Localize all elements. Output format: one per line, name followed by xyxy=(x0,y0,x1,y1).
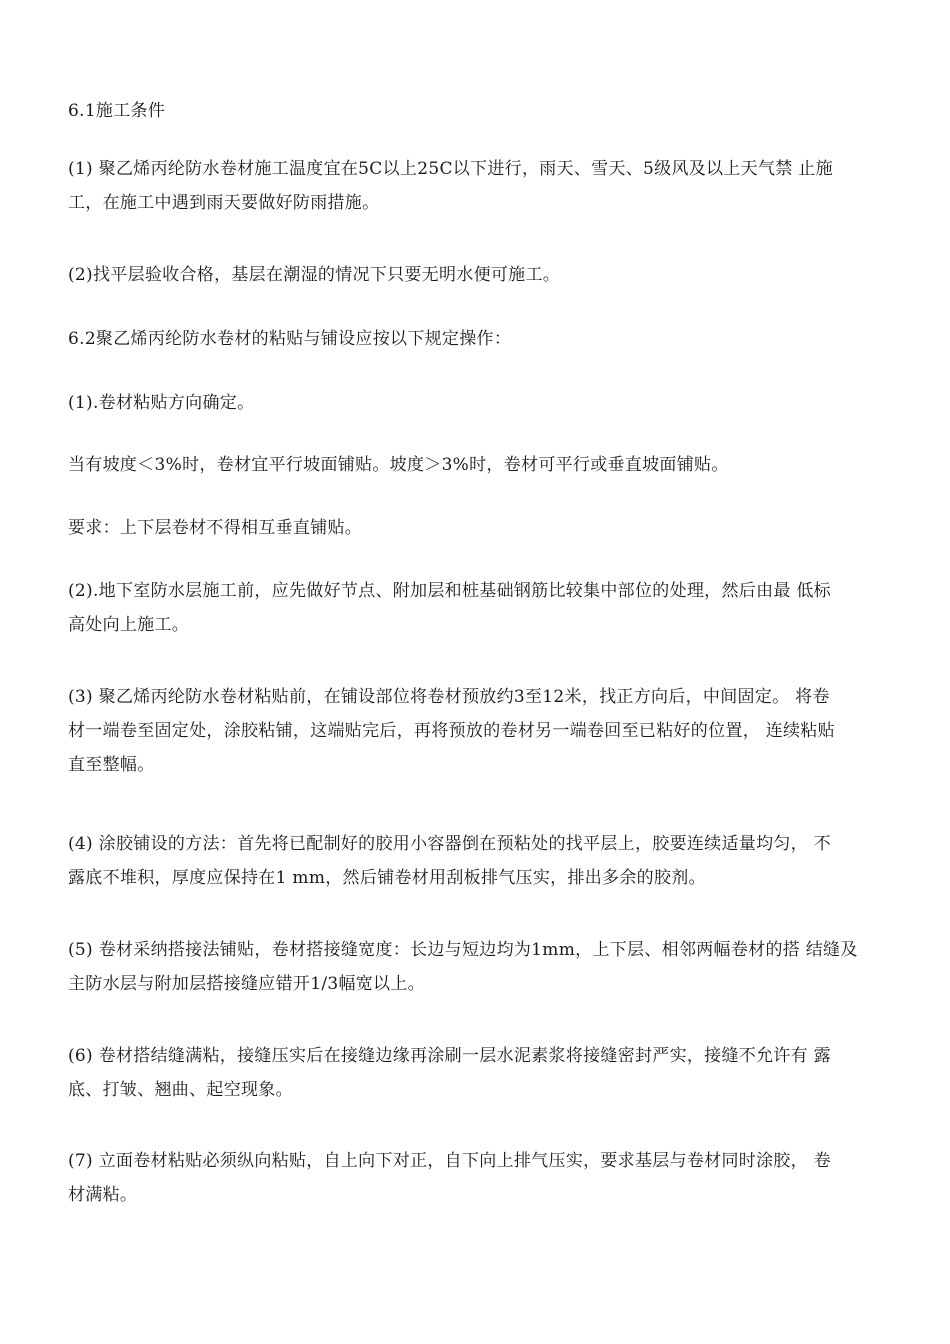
paragraph-vertical-surface xyxy=(68,1144,886,1212)
text-line: 6.1施工条件 xyxy=(68,101,166,121)
paragraph-basement xyxy=(68,574,886,642)
paragraph-requirement xyxy=(68,511,886,545)
text-line: 要求：上下层卷材不得相互垂直铺贴。 xyxy=(68,518,363,538)
section-heading-6-2 xyxy=(68,322,886,356)
text-line: (2).地下室防水层施工前，应先做好节点、附加层和桩基础钢筋比较集中部位的处理，然后由最 低标 xyxy=(68,581,831,601)
text-line: (7) 立面卷材粘贴必须纵向粘贴，自上向下对正，自下向上排气压实，要求基层与卷材同时涂胶， 卷 xyxy=(68,1151,831,1171)
text-line: 直至整幅。 xyxy=(68,755,155,775)
text-line: 主防水层与附加层搭接缝应错开1/3幅宽以上。 xyxy=(68,974,425,994)
paragraph-lap-joint xyxy=(68,933,886,1001)
text-line: 材一端卷至固定处，涂胶粘铺，这端贴完后，再将预放的卷材另一端卷回至已粘好的位置， 连续粘贴 xyxy=(68,721,835,741)
paragraph-leveling-layer xyxy=(68,258,886,292)
section-heading-6-1 xyxy=(68,94,886,128)
text-line: 材满粘。 xyxy=(68,1185,138,1205)
text-line: 底、打皱、翘曲、起空现象。 xyxy=(68,1080,293,1100)
paragraph-seam-sealing xyxy=(68,1039,886,1107)
paragraph-direction xyxy=(68,386,886,420)
text-line: 6.2聚乙烯丙纶防水卷材的粘贴与铺设应按以下规定操作： xyxy=(68,329,512,349)
text-line: (1) 聚乙烯丙纶防水卷材施工温度宜在5C以上25C以下进行，雨天、雪天、5级风及以上天气禁 止施 xyxy=(68,159,833,179)
text-line: 露底不堆积，厚度应保持在1 mm，然后铺卷材用刮板排气压实，排出多余的胶剂。 xyxy=(68,868,706,888)
text-line: 工，在施工中遇到雨天要做好防雨措施。 xyxy=(68,193,380,213)
text-line: (6) 卷材搭结缝满粘，接缝压实后在接缝边缘再涂刷一层水泥素浆将接缝密封严实，接缝不允许有 露 xyxy=(68,1046,831,1066)
paragraph-construction-temperature xyxy=(68,152,886,220)
text-line: (1).卷材粘贴方向确定。 xyxy=(68,393,255,413)
text-line: (5) 卷材采纳搭接法铺贴，卷材搭接缝宽度：长边与短边均为1mm，上下层、相邻两幅卷材的搭 结缝及 xyxy=(68,940,858,960)
text-line: 当有坡度＜3%时，卷材宜平行坡面铺贴。坡度＞3%时，卷材可平行或垂直坡面铺贴。 xyxy=(68,455,729,475)
text-line: (2)找平层验收合格，基层在潮湿的情况下只要无明水便可施工。 xyxy=(68,265,561,285)
text-line: 高处向上施工。 xyxy=(68,615,190,635)
paragraph-pre-placement xyxy=(68,680,886,782)
text-line: (3) 聚乙烯丙纶防水卷材粘贴前，在铺设部位将卷材预放约3至12米，找正方向后，中间固定。 将卷 xyxy=(68,687,830,707)
text-line: (4) 涂胶铺设的方法：首先将已配制好的胶用小容器倒在预粘处的找平层上，胶要连续适量均匀， 不 xyxy=(68,834,831,854)
paragraph-glue-method xyxy=(68,827,886,895)
paragraph-slope xyxy=(68,448,886,482)
